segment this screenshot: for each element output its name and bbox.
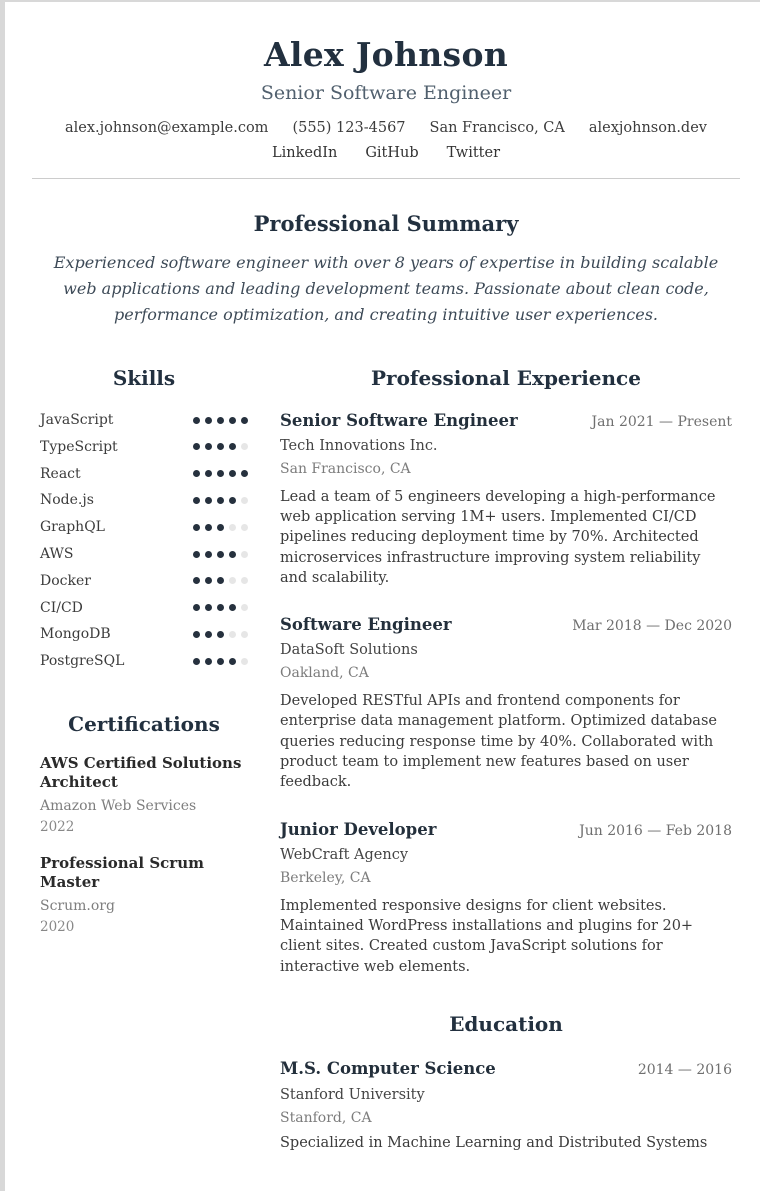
certification-name: AWS Certified Solutions Architect — [40, 753, 242, 792]
summary-text: Experienced software engineer with over 8 years of expertise in building scalable web applications and leading development teams. Passionate about clean code, performance optimization, and creating intuitive user experiences. — [53, 252, 719, 324]
skill-dot — [241, 631, 248, 638]
job-company: WebCraft Agency — [280, 846, 409, 863]
job-location: Berkeley, CA — [280, 869, 371, 886]
certification-item — [40, 754, 248, 835]
skill-dot — [217, 524, 224, 531]
github-link[interactable]: GitHub — [365, 144, 419, 161]
job-entry — [280, 820, 732, 977]
skill-dot — [205, 470, 212, 477]
skill-dot — [229, 604, 236, 611]
skills-heading: Skills — [112, 365, 176, 390]
job-dates: Jan 2021 — Present — [591, 413, 732, 430]
skill-row — [40, 407, 248, 434]
skill-row — [40, 621, 248, 648]
person-job-title: Senior Software Engineer — [260, 81, 512, 104]
skill-row — [40, 541, 248, 568]
skill-name: JavaScript — [40, 412, 114, 429]
skill-row — [40, 487, 248, 514]
job-header — [280, 615, 732, 634]
certifications-list — [40, 754, 248, 935]
education-heading: Education — [449, 1011, 563, 1036]
skill-dot — [205, 551, 212, 558]
job-location: San Francisco, CA — [280, 460, 411, 477]
experience-heading: Professional Experience — [371, 365, 641, 390]
skill-dot — [241, 470, 248, 477]
skill-dot — [217, 551, 224, 558]
education-entry — [280, 1059, 732, 1151]
contact-item: San Francisco, CA — [429, 119, 565, 136]
skill-dot — [217, 658, 224, 665]
skill-dot — [229, 551, 236, 558]
person-name: Alex Johnson — [263, 35, 509, 74]
skill-dot — [241, 577, 248, 584]
education-degree: M.S. Computer Science — [280, 1058, 496, 1078]
skills-list — [40, 407, 248, 675]
skill-dot — [193, 631, 200, 638]
experience-list — [280, 411, 732, 977]
skill-dot — [193, 497, 200, 504]
skill-name: Docker — [40, 572, 91, 589]
skill-name: MongoDB — [40, 626, 111, 643]
skill-row — [40, 567, 248, 594]
skill-dot — [229, 417, 236, 424]
education-header — [280, 1059, 732, 1078]
skill-dot — [241, 524, 248, 531]
job-company: DataSoft Solutions — [280, 642, 418, 659]
skill-dot — [241, 443, 248, 450]
skill-name: AWS — [40, 546, 74, 563]
skill-dot — [229, 443, 236, 450]
job-dates: Mar 2018 — Dec 2020 — [572, 618, 732, 635]
skill-dot — [193, 577, 200, 584]
skill-dot — [229, 577, 236, 584]
job-header — [280, 820, 732, 839]
certification-issuer: Scrum.org — [40, 897, 115, 914]
skill-rating — [193, 524, 248, 531]
skill-row — [40, 648, 248, 675]
skill-rating — [193, 470, 248, 477]
job-dates: Jun 2016 — Feb 2018 — [579, 822, 732, 839]
certification-issuer: Amazon Web Services — [40, 797, 197, 814]
skill-row — [40, 514, 248, 541]
skill-rating — [193, 604, 248, 611]
job-entry — [280, 615, 732, 792]
skill-rating — [193, 443, 248, 450]
linkedin-link[interactable]: LinkedIn — [271, 144, 338, 161]
certification-item — [40, 854, 248, 935]
skill-row — [40, 594, 248, 621]
skill-dot — [217, 470, 224, 477]
skill-dot — [193, 470, 200, 477]
education-school: Stanford University — [280, 1086, 425, 1103]
summary-section — [40, 211, 732, 328]
skill-name: Node.js — [40, 492, 94, 509]
skill-dot — [217, 604, 224, 611]
skill-dot — [193, 417, 200, 424]
skill-dot — [241, 497, 248, 504]
contact-item: alexjohnson.dev — [588, 119, 707, 136]
certification-year: 2020 — [40, 918, 75, 935]
summary-heading: Professional Summary — [253, 210, 519, 236]
skill-dot — [229, 658, 236, 665]
skill-dot — [217, 631, 224, 638]
skill-rating — [193, 497, 248, 504]
skill-rating — [193, 417, 248, 424]
job-title: Software Engineer — [280, 615, 452, 635]
skill-dot — [193, 524, 200, 531]
skill-dot — [241, 604, 248, 611]
skill-dot — [193, 658, 200, 665]
skill-name: CI/CD — [40, 599, 83, 616]
job-description: Lead a team of 5 engineers developing a high-performance web application serving 1M+ users. Implemented CI/CD pipelines reducing deployment time by 70%. Architected microservices infrastructure improving system reliability and scalability. — [280, 488, 716, 586]
skill-dot — [229, 524, 236, 531]
skill-name: React — [40, 465, 81, 482]
skill-dot — [241, 417, 248, 424]
job-title: Junior Developer — [280, 819, 437, 839]
education-location: Stanford, CA — [280, 1109, 372, 1126]
skill-rating — [193, 577, 248, 584]
job-description: Developed RESTful APIs and frontend components for enterprise data management platform. Optimized database queries reducing response time by 40%. Collaborated with product team to implement new features based on user feedback. — [280, 693, 717, 791]
skill-row — [40, 460, 248, 487]
skill-name: PostgreSQL — [40, 653, 125, 670]
skill-dot — [205, 443, 212, 450]
skill-dot — [205, 577, 212, 584]
job-location: Oakland, CA — [280, 665, 369, 682]
skill-rating — [193, 551, 248, 558]
contact-row — [40, 120, 732, 136]
skill-dot — [205, 604, 212, 611]
social-links-row — [40, 145, 732, 161]
education-dates: 2014 — 2016 — [637, 1061, 732, 1078]
skill-dot — [193, 604, 200, 611]
left-column — [40, 366, 248, 1151]
skill-dot — [217, 443, 224, 450]
certifications-heading: Certifications — [68, 711, 220, 736]
twitter-link[interactable]: Twitter — [446, 144, 501, 161]
skill-dot — [217, 497, 224, 504]
job-title: Senior Software Engineer — [280, 410, 518, 430]
job-company: Tech Innovations Inc. — [280, 437, 438, 454]
header-divider — [32, 178, 740, 179]
certification-year: 2022 — [40, 818, 75, 835]
skill-dot — [229, 470, 236, 477]
skill-dot — [229, 631, 236, 638]
skill-dot — [241, 551, 248, 558]
skill-dot — [229, 497, 236, 504]
contact-item: (555) 123-4567 — [292, 119, 406, 136]
skill-row — [40, 433, 248, 460]
skill-rating — [193, 631, 248, 638]
resume-page — [5, 2, 760, 1191]
contact-item: alex.johnson@example.com — [65, 119, 269, 136]
skill-dot — [205, 658, 212, 665]
skill-dot — [217, 417, 224, 424]
certification-name: Professional Scrum Master — [40, 853, 204, 892]
skill-rating — [193, 658, 248, 665]
education-details: Specialized in Machine Learning and Distributed Systems — [280, 1134, 708, 1151]
skill-dot — [205, 524, 212, 531]
skill-dot — [205, 417, 212, 424]
job-description: Implemented responsive designs for client websites. Maintained WordPress installations and plugins for 20+ client sites. Created custom JavaScript solutions for interactive web elements. — [280, 897, 694, 975]
skill-name: TypeScript — [40, 438, 118, 455]
resume-columns — [40, 366, 732, 1151]
job-header — [280, 411, 732, 430]
skill-dot — [205, 497, 212, 504]
skill-dot — [193, 443, 200, 450]
education-list — [280, 1059, 732, 1151]
skill-dot — [241, 658, 248, 665]
skill-name: GraphQL — [40, 519, 105, 536]
skill-dot — [205, 631, 212, 638]
skill-dot — [193, 551, 200, 558]
right-column — [280, 366, 732, 1151]
skill-dot — [217, 577, 224, 584]
resume-header — [40, 36, 732, 161]
job-entry — [280, 411, 732, 588]
